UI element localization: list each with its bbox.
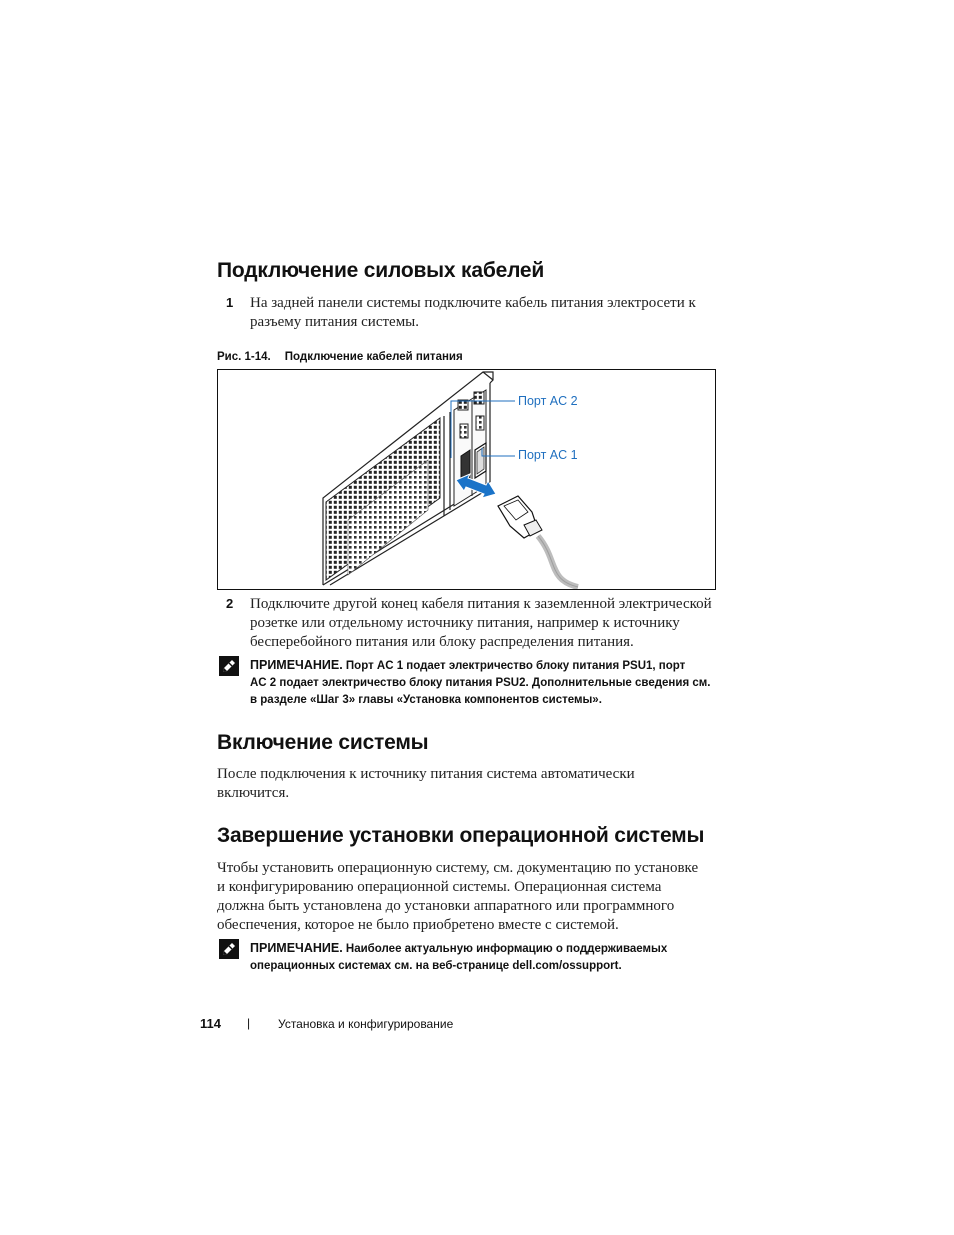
ac-port-1-socket xyxy=(475,443,486,478)
os-line-4: обеспечения, которое не было приобретено вместе с системой. xyxy=(217,917,619,933)
step-number-2: 2 xyxy=(226,596,234,611)
step-1-text xyxy=(250,294,696,332)
note-line-1: Наиболее актуальную информацию о поддерживаемых xyxy=(345,943,668,955)
os-line-3: должна быть установлена до установки аппаратного или программного xyxy=(217,898,675,914)
note-line-2: операционных системах см. на веб-странице dell.com/ossupport. xyxy=(250,960,622,972)
power-on-line-1: После подключения к источнику питания система автоматически xyxy=(217,766,635,782)
step-2-line-2: розетке или отдельному источнику питания, например к источнику xyxy=(250,615,680,631)
fan-grill xyxy=(326,418,440,580)
figure-number: Рис. 1-14. xyxy=(217,351,271,363)
figure-power-connection xyxy=(217,369,716,590)
step-1-line-1: На задней панели системы подключите кабель питания электросети к xyxy=(250,295,696,311)
pencil-note-icon xyxy=(219,939,239,964)
note-label: ПРИМЕЧАНИЕ. xyxy=(250,658,343,672)
section-heading-os-setup: Завершение установки операционной системы xyxy=(217,824,705,847)
pencil-note-icon xyxy=(219,656,239,681)
step-number-1: 1 xyxy=(226,295,234,310)
os-line-1: Чтобы установить операционную систему, см. документацию по установке xyxy=(217,860,699,876)
note-line-3: в разделе «Шаг 3» главы «Установка компонентов системы». xyxy=(250,694,602,706)
footer-separator: | xyxy=(247,1016,251,1030)
footer-chapter-title: Установка и конфигурирование xyxy=(278,1017,454,1031)
section-heading-power-cables: Подключение силовых кабелей xyxy=(217,259,545,282)
step-2-line-3: бесперебойного питания или блоку распределения питания. xyxy=(250,634,634,650)
os-line-2: и конфигурированию операционной системы. Операционная система xyxy=(217,879,662,895)
power-cord-plug xyxy=(498,496,578,587)
step-2-line-1: Подключите другой конец кабеля питания к заземленной электрической xyxy=(250,596,712,612)
power-on-paragraph xyxy=(217,765,635,803)
note-os-support xyxy=(250,940,667,975)
figure-caption xyxy=(217,351,463,363)
power-on-line-2: включится. xyxy=(217,785,290,801)
figure-title: Подключение кабелей питания xyxy=(284,351,463,363)
note-label: ПРИМЕЧАНИЕ. xyxy=(250,941,343,955)
note-line-2: AC 2 подает электричество блоку питания PSU2. Дополнительные сведения см. xyxy=(250,677,711,689)
page-number: 114 xyxy=(200,1016,221,1031)
note-line-1: Порт AC 1 подает электричество блоку питания PSU1, порт xyxy=(345,660,686,672)
step-1-line-2: разъему питания системы. xyxy=(250,314,420,330)
note-power-ports xyxy=(250,657,710,709)
port-ac1-label: Порт AC 1 xyxy=(518,448,578,462)
section-heading-power-on: Включение системы xyxy=(217,731,429,754)
os-setup-paragraph xyxy=(217,859,698,935)
step-2-text xyxy=(250,595,712,652)
power-connection-illustration xyxy=(218,370,715,589)
port-ac2-label: Порт AC 2 xyxy=(518,394,578,408)
